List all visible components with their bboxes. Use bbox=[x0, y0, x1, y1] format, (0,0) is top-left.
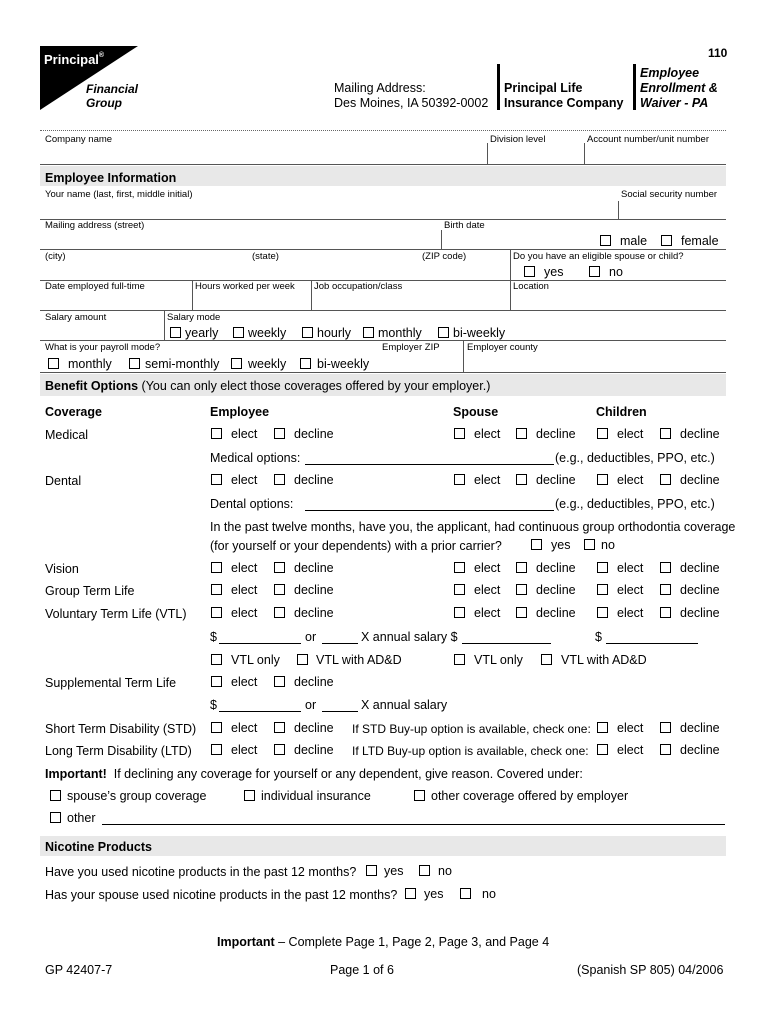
medical-employee-decline[interactable]: decline bbox=[274, 427, 334, 441]
gtl-children-elect[interactable]: elect bbox=[597, 583, 643, 597]
std-buyup-elect[interactable]: elect bbox=[597, 721, 643, 735]
checkbox[interactable] bbox=[516, 584, 527, 595]
payroll-mode-label: What is your payroll mode? bbox=[45, 342, 161, 353]
stl-multiple-line[interactable] bbox=[322, 711, 358, 712]
ltd-buyup-elect[interactable]: elect bbox=[597, 743, 643, 757]
checkbox[interactable] bbox=[211, 428, 222, 439]
std-buyup-label: If STD Buy-up option is available, check one: bbox=[352, 722, 591, 736]
checkbox[interactable] bbox=[454, 562, 465, 573]
medical-employee-elect[interactable]: elect bbox=[211, 427, 257, 441]
important-text: If declining any coverage for yourself or any dependent, give reason. Covered under: bbox=[113, 767, 583, 781]
col-coverage: Coverage bbox=[45, 405, 102, 419]
spouse-yes-checkbox[interactable] bbox=[524, 266, 535, 277]
vision-employee-decline[interactable]: decline bbox=[274, 561, 334, 575]
checkbox[interactable] bbox=[50, 790, 61, 801]
checkbox[interactable] bbox=[211, 676, 222, 687]
nicotine-q1: Have you used nicotine products in the past 12 months? bbox=[45, 865, 357, 879]
ortho-no-option[interactable]: no bbox=[584, 538, 615, 552]
vision-label: Vision bbox=[45, 562, 79, 576]
birth-date-label: Birth date bbox=[444, 220, 485, 231]
salary-monthly-option[interactable]: monthly bbox=[363, 326, 422, 340]
medical-spouse-decline[interactable]: decline bbox=[516, 427, 576, 441]
male-checkbox[interactable] bbox=[600, 235, 611, 246]
payroll-semimonthly-checkbox[interactable] bbox=[129, 358, 140, 369]
checkbox[interactable] bbox=[597, 722, 608, 733]
nicotine-q2: Has your spouse used nicotine products in the past 12 months? bbox=[45, 888, 398, 902]
std-label: Short Term Disability (STD) bbox=[45, 722, 197, 736]
mailing-city: Des Moines, IA 50392-0002 bbox=[334, 96, 489, 110]
checkbox[interactable] bbox=[211, 584, 222, 595]
form-title-line1: Employee bbox=[640, 66, 700, 80]
hours-worked-label: Hours worked per week bbox=[195, 281, 295, 292]
female-checkbox[interactable] bbox=[661, 235, 672, 246]
company-line2: Insurance Company bbox=[504, 96, 624, 110]
checkbox[interactable] bbox=[211, 654, 222, 665]
other-option[interactable]: other bbox=[50, 811, 96, 825]
vtl-amount-line[interactable] bbox=[219, 643, 301, 644]
checkbox[interactable] bbox=[211, 744, 222, 755]
checkbox[interactable] bbox=[211, 474, 222, 485]
vtl-children-decline[interactable]: decline bbox=[660, 606, 720, 620]
mailing-street-label: Mailing address (street) bbox=[45, 220, 145, 231]
city-label: (city) bbox=[45, 251, 66, 262]
checkbox[interactable] bbox=[274, 722, 285, 733]
dental-options-label: Dental options: bbox=[210, 497, 294, 511]
checkbox[interactable] bbox=[211, 607, 222, 618]
checkbox[interactable] bbox=[211, 562, 222, 573]
checkbox[interactable] bbox=[405, 888, 416, 899]
vtl-spouse-add[interactable]: VTL with AD&D bbox=[541, 653, 647, 667]
ortho-line1: In the past twelve months, have you, the applicant, had continuous group orthodontia coverage bbox=[210, 520, 736, 534]
dental-spouse-decline[interactable]: decline bbox=[516, 473, 576, 487]
stl-amount-line[interactable] bbox=[219, 711, 301, 712]
checkbox[interactable] bbox=[244, 790, 255, 801]
employee-info-title: Employee Information bbox=[45, 171, 177, 185]
vision-children-elect[interactable]: elect bbox=[597, 561, 643, 575]
checkbox[interactable] bbox=[274, 428, 285, 439]
salary-yearly-option[interactable]: yearly bbox=[170, 326, 218, 340]
stl-employee-elect[interactable]: elect bbox=[211, 675, 257, 689]
male-option[interactable]: male bbox=[600, 234, 647, 248]
vision-spouse-elect[interactable]: elect bbox=[454, 561, 500, 575]
page-number: Page 1 of 6 bbox=[330, 963, 394, 977]
dental-employee-elect[interactable]: elect bbox=[211, 473, 257, 487]
vtl-spouse-elect[interactable]: elect bbox=[454, 606, 500, 620]
footer-important bbox=[217, 935, 549, 949]
ortho-line2: (for yourself or your dependents) with a prior carrier? bbox=[210, 539, 502, 553]
checkbox[interactable] bbox=[541, 654, 552, 665]
checkbox[interactable] bbox=[531, 539, 542, 550]
vtl-dollar-sign: $ bbox=[210, 630, 217, 644]
checkbox[interactable] bbox=[454, 584, 465, 595]
std-elect[interactable]: elect bbox=[211, 721, 257, 735]
checkbox[interactable] bbox=[454, 428, 465, 439]
checkbox[interactable] bbox=[516, 607, 527, 618]
medical-children-elect[interactable]: elect bbox=[597, 427, 643, 441]
checkbox[interactable] bbox=[660, 722, 671, 733]
checkbox[interactable] bbox=[597, 474, 608, 485]
dental-options-hint: (e.g., deductibles, PPO, etc.) bbox=[555, 497, 715, 511]
dental-options-line[interactable] bbox=[305, 510, 554, 511]
checkbox[interactable] bbox=[660, 428, 671, 439]
checkbox[interactable] bbox=[414, 790, 425, 801]
checkbox[interactable] bbox=[516, 428, 527, 439]
payroll-biweekly-checkbox[interactable] bbox=[300, 358, 311, 369]
important-label: Important! bbox=[45, 767, 107, 781]
vtl-x-annual-salary: X annual salary $ bbox=[361, 630, 458, 644]
footer-important-text: – Complete Page 1, Page 2, Page 3, and Page 4 bbox=[274, 935, 550, 949]
company-name-label: Company name bbox=[45, 134, 113, 145]
vision-children-decline[interactable]: decline bbox=[660, 561, 720, 575]
your-name-label: Your name (last, first, middle initial) bbox=[45, 189, 193, 200]
checkbox[interactable] bbox=[460, 888, 471, 899]
benefit-options-subtitle: (You can only elect those coverages offered by your employer.) bbox=[141, 379, 491, 393]
checkbox[interactable] bbox=[274, 607, 285, 618]
other-reason-line[interactable] bbox=[102, 824, 725, 825]
stl-x-annual-salary: X annual salary bbox=[361, 698, 448, 712]
nicotine-q2-no[interactable]: no bbox=[460, 887, 496, 901]
salary-yearly-checkbox[interactable] bbox=[170, 327, 181, 338]
footer-important-label: Important bbox=[217, 935, 275, 949]
medical-options-label: Medical options: bbox=[210, 451, 301, 465]
gtl-employee-elect[interactable]: elect bbox=[211, 583, 257, 597]
salary-mode-label: Salary mode bbox=[167, 312, 221, 323]
logo-reg-mark: ® bbox=[98, 52, 105, 59]
form-number: 110 bbox=[708, 46, 728, 60]
checkbox[interactable] bbox=[660, 607, 671, 618]
vision-employee-elect[interactable]: elect bbox=[211, 561, 257, 575]
vtl-or: or bbox=[305, 630, 317, 644]
medical-options-hint: (e.g., deductibles, PPO, etc.) bbox=[555, 451, 715, 465]
salary-biweekly-checkbox[interactable] bbox=[438, 327, 449, 338]
checkbox[interactable] bbox=[597, 428, 608, 439]
ltd-decline[interactable]: decline bbox=[274, 743, 334, 757]
std-decline[interactable]: decline bbox=[274, 721, 334, 735]
job-occupation-label: Job occupation/class bbox=[314, 281, 403, 292]
supp-term-life-label: Supplemental Term Life bbox=[45, 676, 177, 690]
checkbox[interactable] bbox=[597, 562, 608, 573]
medical-label: Medical bbox=[45, 428, 89, 442]
state-label: (state) bbox=[252, 251, 279, 262]
checkbox[interactable] bbox=[597, 607, 608, 618]
vtl-children-elect[interactable]: elect bbox=[597, 606, 643, 620]
employer-county-label: Employer county bbox=[467, 342, 538, 353]
vtl-employee-only[interactable]: VTL only bbox=[211, 653, 280, 667]
benefit-options-heading bbox=[45, 379, 490, 393]
salary-amount-label: Salary amount bbox=[45, 312, 107, 323]
ltd-elect[interactable]: elect bbox=[211, 743, 257, 757]
checkbox[interactable] bbox=[274, 744, 285, 755]
std-buyup-decline[interactable]: decline bbox=[660, 721, 720, 735]
individual-insurance-option[interactable]: individual insurance bbox=[244, 789, 371, 803]
ltd-label: Long Term Disability (LTD) bbox=[45, 744, 192, 758]
important-reason bbox=[45, 767, 583, 781]
vtl-employee-decline[interactable]: decline bbox=[274, 606, 334, 620]
checkbox[interactable] bbox=[274, 562, 285, 573]
nicotine-title: Nicotine Products bbox=[45, 840, 152, 854]
checkbox[interactable] bbox=[419, 865, 430, 876]
checkbox[interactable] bbox=[454, 474, 465, 485]
dental-spouse-elect[interactable]: elect bbox=[454, 473, 500, 487]
benefit-options-title: Benefit Options bbox=[45, 379, 139, 393]
form-title-line3: Waiver - PA bbox=[640, 96, 709, 110]
vtl-multiple-line[interactable] bbox=[322, 643, 358, 644]
spouse-question: Do you have an eligible spouse or child? bbox=[513, 251, 684, 262]
medical-spouse-elect[interactable]: elect bbox=[454, 427, 500, 441]
vtl-children-dollar: $ bbox=[595, 630, 602, 644]
group-term-life-label: Group Term Life bbox=[45, 584, 135, 598]
vtl-employee-add[interactable]: VTL with AD&D bbox=[297, 653, 402, 667]
dental-children-elect[interactable]: elect bbox=[597, 473, 643, 487]
date-employed-label: Date employed full-time bbox=[45, 281, 145, 292]
checkbox[interactable] bbox=[597, 584, 608, 595]
col-spouse: Spouse bbox=[453, 405, 499, 419]
salary-weekly-option[interactable]: weekly bbox=[233, 326, 286, 340]
col-children: Children bbox=[596, 405, 647, 419]
medical-options-line[interactable] bbox=[305, 464, 554, 465]
account-number-label: Account number/unit number bbox=[587, 134, 709, 145]
ssn-label: Social security number bbox=[621, 189, 718, 200]
checkbox[interactable] bbox=[660, 474, 671, 485]
vtl-spouse-only[interactable]: VTL only bbox=[454, 653, 523, 667]
dental-employee-decline[interactable]: decline bbox=[274, 473, 334, 487]
form-title-line2: Enrollment & bbox=[640, 81, 718, 95]
other-coverage-option[interactable]: other coverage offered by employer bbox=[414, 789, 628, 803]
spouse-yes-option[interactable]: yes bbox=[524, 265, 563, 279]
dental-label: Dental bbox=[45, 474, 82, 488]
logo-financial: Financial bbox=[86, 82, 139, 96]
employer-zip-label: Employer ZIP bbox=[382, 342, 440, 353]
gtl-employee-decline[interactable]: decline bbox=[274, 583, 334, 597]
mailing-label: Mailing Address: bbox=[334, 81, 426, 95]
vtl-spouse-amount-line[interactable] bbox=[462, 643, 551, 644]
nicotine-q1-no[interactable]: no bbox=[419, 864, 452, 878]
nicotine-q1-yes[interactable]: yes bbox=[366, 864, 403, 878]
checkbox[interactable] bbox=[366, 865, 377, 876]
col-employee: Employee bbox=[210, 405, 270, 419]
payroll-weekly-option[interactable]: weekly bbox=[231, 357, 286, 371]
checkbox[interactable] bbox=[297, 654, 308, 665]
spouse-group-coverage-option[interactable]: spouse’s group coverage bbox=[50, 789, 206, 803]
checkbox[interactable] bbox=[516, 474, 527, 485]
checkbox[interactable] bbox=[660, 562, 671, 573]
payroll-semimonthly-option[interactable]: semi-monthly bbox=[129, 357, 219, 371]
vtl-children-amount-line[interactable] bbox=[606, 643, 698, 644]
dental-children-decline[interactable]: decline bbox=[660, 473, 720, 487]
medical-children-decline[interactable]: decline bbox=[660, 427, 720, 441]
logo-name-principal: Principal bbox=[44, 52, 99, 67]
gtl-spouse-decline[interactable]: decline bbox=[516, 583, 576, 597]
female-option[interactable]: female bbox=[661, 234, 719, 248]
checkbox[interactable] bbox=[660, 744, 671, 755]
stl-or: or bbox=[305, 698, 317, 712]
salary-hourly-option[interactable]: hourly bbox=[302, 326, 351, 340]
form-title bbox=[640, 66, 718, 111]
stl-dollar-sign: $ bbox=[210, 698, 217, 712]
checkbox[interactable] bbox=[454, 607, 465, 618]
checkbox[interactable] bbox=[274, 474, 285, 485]
gtl-children-decline[interactable]: decline bbox=[660, 583, 720, 597]
vtl-label: Voluntary Term Life (VTL) bbox=[45, 607, 187, 621]
payroll-weekly-checkbox[interactable] bbox=[231, 358, 242, 369]
zip-label: (ZIP code) bbox=[422, 251, 467, 262]
ortho-yes-option[interactable]: yes bbox=[531, 538, 570, 552]
gp-number: GP 42407-7 bbox=[45, 963, 113, 977]
payroll-monthly-option[interactable]: monthly bbox=[48, 357, 112, 371]
checkbox[interactable] bbox=[274, 676, 285, 687]
location-label: Location bbox=[513, 281, 549, 292]
ltd-buyup-label: If LTD Buy-up option is available, check one: bbox=[352, 744, 589, 758]
vtl-spouse-decline[interactable]: decline bbox=[516, 606, 576, 620]
checkbox[interactable] bbox=[211, 722, 222, 733]
salary-monthly-checkbox[interactable] bbox=[363, 327, 374, 338]
vision-spouse-decline[interactable]: decline bbox=[516, 561, 576, 575]
checkbox[interactable] bbox=[454, 654, 465, 665]
checkbox[interactable] bbox=[584, 539, 595, 550]
vtl-employee-elect[interactable]: elect bbox=[211, 606, 257, 620]
division-level-label: Division level bbox=[490, 134, 546, 145]
spouse-no-checkbox[interactable] bbox=[589, 266, 600, 277]
stl-employee-decline[interactable]: decline bbox=[274, 675, 334, 689]
checkbox[interactable] bbox=[50, 812, 61, 823]
payroll-monthly-checkbox[interactable] bbox=[48, 358, 59, 369]
spanish-reference: (Spanish SP 805) 04/2006 bbox=[577, 963, 724, 977]
checkbox[interactable] bbox=[597, 744, 608, 755]
logo-group: Group bbox=[86, 96, 122, 110]
salary-hourly-checkbox[interactable] bbox=[302, 327, 313, 338]
gtl-spouse-elect[interactable]: elect bbox=[454, 583, 500, 597]
ltd-buyup-decline[interactable]: decline bbox=[660, 743, 720, 757]
spouse-no-option[interactable]: no bbox=[589, 265, 623, 279]
salary-weekly-checkbox[interactable] bbox=[233, 327, 244, 338]
checkbox[interactable] bbox=[516, 562, 527, 573]
company-line1: Principal Life bbox=[504, 81, 583, 95]
checkbox[interactable] bbox=[274, 584, 285, 595]
principal-logo bbox=[40, 46, 140, 110]
payroll-biweekly-option[interactable]: bi-weekly bbox=[300, 357, 369, 371]
checkbox[interactable] bbox=[660, 584, 671, 595]
salary-biweekly-option[interactable]: bi-weekly bbox=[438, 326, 505, 340]
nicotine-q2-yes[interactable]: yes bbox=[405, 887, 443, 901]
